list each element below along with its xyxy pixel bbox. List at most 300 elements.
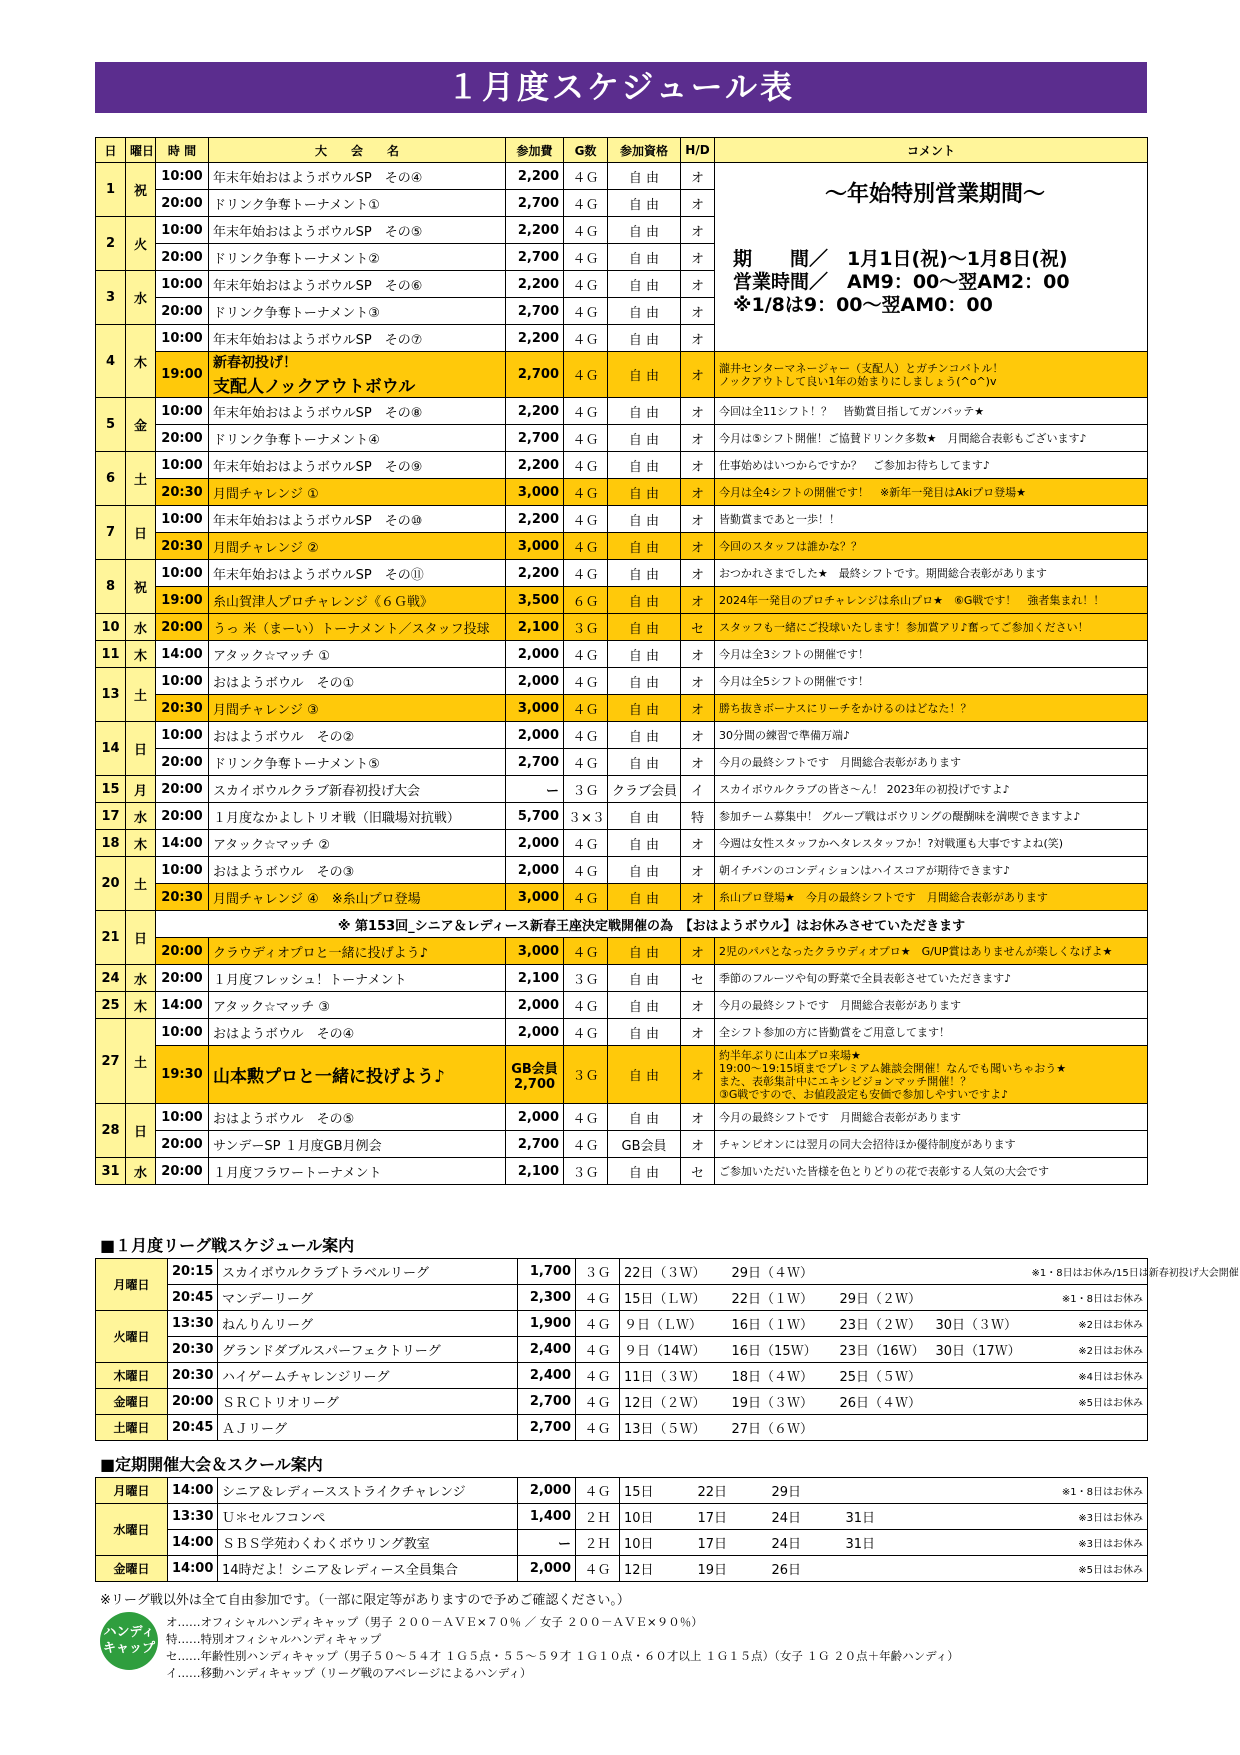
eligibility-cell: 自 由 (608, 938, 681, 965)
event-name: ドリンク争奪トーナメント④ (209, 425, 506, 452)
fee-cell: 3,000 (506, 938, 564, 965)
regular-date: 29日 (768, 1478, 842, 1504)
games-cell: ４Ｇ (564, 506, 608, 533)
comment-cell: 今月の最終シフトです 月間総合表彰があります (715, 1104, 1148, 1131)
league-name: マンデーリーグ (218, 1285, 518, 1311)
schedule-row (96, 911, 1148, 938)
eligibility-cell: 自 由 (608, 614, 681, 641)
event-name: サンデーSP １月度GB月例会 (209, 1131, 506, 1158)
regular-date (842, 1556, 916, 1582)
games-cell: ４Ｇ (564, 244, 608, 271)
comment-cell: 糸山プロ登場★ 今月の最終シフトです 月間総合表彰があります (715, 884, 1148, 911)
regular-date: 24日 (768, 1530, 842, 1556)
event-name: アタック☆マッチ ① (209, 641, 506, 668)
comment-cell: 今月の最終シフトです 月間総合表彰があります (715, 749, 1148, 776)
regular-games: ２Ｈ (576, 1530, 620, 1556)
league-fee: 2,400 (518, 1337, 576, 1363)
league-time: 20:00 (168, 1389, 218, 1415)
eligibility-cell: 自 由 (608, 857, 681, 884)
comment-cell: 今回は全11シフト！？ 皆勤賞目指してガンバッテ★ (715, 398, 1148, 425)
comment-cell: 朝イチバンのコンディションはハイスコアが期待できます♪ (715, 857, 1148, 884)
time-cell: 20:00 (156, 938, 209, 965)
schedule-table (95, 137, 1148, 1185)
day-number: 11 (96, 641, 126, 668)
event-name: うっ 米（まーい）トーナメント／スタッフ投球 (209, 614, 506, 641)
weekday: 土 (126, 1019, 156, 1104)
handicap-cell: オ (681, 244, 715, 271)
fee-cell: 2,200 (506, 163, 564, 190)
event-name: スカイボウルクラブ新春初投げ大会 (209, 776, 506, 803)
fee-cell: 2,200 (506, 325, 564, 352)
games-cell: ３Ｇ (564, 965, 608, 992)
comment-cell: 今月は全5シフトの開催です！ (715, 668, 1148, 695)
schedule-row (96, 1019, 1148, 1046)
event-name: ドリンク争奪トーナメント⑤ (209, 749, 506, 776)
schedule-row (96, 533, 1148, 560)
handicap-cell: オ (681, 884, 715, 911)
schedule-row (96, 1158, 1148, 1185)
fee-cell: 2,000 (506, 1104, 564, 1131)
league-date: 11日（３Ｗ） (620, 1363, 728, 1389)
regular-row (96, 1530, 1148, 1556)
event-name: 糸山賀津人プロチャレンジ《６Ｇ戦》 (209, 587, 506, 614)
event-name: おはようボウル その① (209, 668, 506, 695)
schedule-row (96, 560, 1148, 587)
schedule-row (96, 965, 1148, 992)
league-date: 22日（３Ｗ） (620, 1259, 728, 1285)
fee-cell: 2,100 (506, 1158, 564, 1185)
handicap-cell: オ (681, 271, 715, 298)
fee-cell: 3,000 (506, 884, 564, 911)
schedule-row (96, 425, 1148, 452)
day-number: 3 (96, 271, 126, 325)
time-cell: 20:30 (156, 884, 209, 911)
fee-cell: 2,700 (506, 1131, 564, 1158)
games-cell: ４Ｇ (564, 271, 608, 298)
league-date: 29日（４Ｗ） (728, 1259, 836, 1285)
handicap-cell: オ (681, 668, 715, 695)
event-name: 年末年始おはようボウルSP その⑩ (209, 506, 506, 533)
handicap-cell: オ (681, 298, 715, 325)
games-cell: ４Ｇ (564, 938, 608, 965)
header-event: 大 会 名 (209, 138, 506, 163)
regular-name: シニア＆レディースストライクチャレンジ (218, 1478, 518, 1504)
time-cell: 14:00 (156, 830, 209, 857)
handicap-item: オ‥‥‥オフィシャルハンディキャップ（男子 ２００－ＡＶＥ×７０％ ／ 女子 ２００－ＡＶＥ×９０％） (166, 1615, 703, 1629)
league-date: 23日（16Ｗ） (836, 1337, 932, 1363)
eligibility-cell: 自 由 (608, 803, 681, 830)
games-cell: ４Ｇ (564, 452, 608, 479)
handicap-badge (100, 1612, 158, 1670)
time-cell: 10:00 (156, 722, 209, 749)
league-games: ４Ｇ (576, 1311, 620, 1337)
eligibility-cell: 自 由 (608, 992, 681, 1019)
handicap-cell: オ (681, 479, 715, 506)
handicap-cell: オ (681, 587, 715, 614)
regular-note: ※1・8日はお休み (916, 1478, 1148, 1504)
league-games: ３Ｇ (576, 1259, 620, 1285)
event-name: 年末年始おはようボウルSP その⑧ (209, 398, 506, 425)
notice-cell: ※ 第153回_シニア＆レディース新春王座決定戦開催の為 【おはようボウル】はお休みさせていただきます (156, 911, 1148, 938)
handicap-cell: オ (681, 857, 715, 884)
eligibility-cell: 自 由 (608, 163, 681, 190)
comment-cell: チャンピオンには翌月の同大会招待ほか優待制度があります (715, 1131, 1148, 1158)
league-fee: 2,300 (518, 1285, 576, 1311)
regular-note: ※3日はお休み (916, 1530, 1148, 1556)
handicap-cell: セ (681, 1158, 715, 1185)
regular-row (96, 1478, 1148, 1504)
league-row (96, 1337, 1148, 1363)
league-fee: 1,700 (518, 1259, 576, 1285)
eligibility-cell: 自 由 (608, 190, 681, 217)
day-number: 21 (96, 911, 126, 965)
day-number: 27 (96, 1019, 126, 1104)
event-name: ドリンク争奪トーナメント① (209, 190, 506, 217)
schedule-row (96, 857, 1148, 884)
time-cell: 10:00 (156, 217, 209, 244)
games-cell: ４Ｇ (564, 1019, 608, 1046)
eligibility-cell: 自 由 (608, 830, 681, 857)
handicap-cell: オ (681, 398, 715, 425)
comment-line: ③G戦ですので、お値段設定も安価で参加しやすいですよ♪ (719, 1087, 1009, 1101)
handicap-cell: オ (681, 1019, 715, 1046)
fee-cell: 2,000 (506, 1019, 564, 1046)
weekday: 水 (126, 614, 156, 641)
schedule-row (96, 803, 1148, 830)
regular-weekday: 水曜日 (96, 1504, 168, 1556)
games-cell: ４Ｇ (564, 325, 608, 352)
regular-time: 14:00 (168, 1556, 218, 1582)
eligibility-cell: 自 由 (608, 533, 681, 560)
regular-weekday: 金曜日 (96, 1556, 168, 1582)
eligibility-cell: 自 由 (608, 722, 681, 749)
fee-cell: 2,000 (506, 641, 564, 668)
games-cell: ４Ｇ (564, 722, 608, 749)
eligibility-cell: 自 由 (608, 244, 681, 271)
comment-cell: 2児のパパとなったクラウディオプロ★ G/UP賞はありませんが楽しくなげよ★ (715, 938, 1148, 965)
day-number: 8 (96, 560, 126, 614)
schedule-row (96, 452, 1148, 479)
comment-line: 瀧井センターマネージャー（支配人）とガチンコバトル！ (719, 361, 1004, 375)
league-weekday: 金曜日 (96, 1389, 168, 1415)
weekday: 月 (126, 776, 156, 803)
schedule-row (96, 668, 1148, 695)
fee-cell (506, 1046, 564, 1104)
league-date: ９日（ＬＷ） (620, 1311, 728, 1337)
time-cell: 20:00 (156, 749, 209, 776)
handicap-cell: オ (681, 1104, 715, 1131)
league-fee: 2,700 (518, 1415, 576, 1441)
fee-cell: 2,200 (506, 271, 564, 298)
event-name (209, 352, 506, 398)
time-cell: 19:30 (156, 1046, 209, 1104)
day-number: 25 (96, 992, 126, 1019)
schedule-row (96, 722, 1148, 749)
regular-date: 22日 (694, 1478, 768, 1504)
regular-fee: 2,000 (518, 1478, 576, 1504)
games-cell: ４Ｇ (564, 425, 608, 452)
weekday: 日 (126, 911, 156, 965)
event-name: 年末年始おはようボウルSP その⑥ (209, 271, 506, 298)
comment-cell (715, 352, 1148, 398)
weekday: 金 (126, 398, 156, 452)
regular-date: 24日 (768, 1504, 842, 1530)
handicap-cell: オ (681, 425, 715, 452)
fee-cell: 5,700 (506, 803, 564, 830)
regular-date: 19日 (694, 1556, 768, 1582)
comment-cell: ご参加いただいた皆様を色とりどりの花で表彰する人気の大会です (715, 1158, 1148, 1185)
league-name: ハイゲームチャレンジリーグ (218, 1363, 518, 1389)
games-cell: ４Ｇ (564, 190, 608, 217)
handicap-badge-line1: ハンディ (103, 1625, 155, 1640)
event-name: おはようボウル その② (209, 722, 506, 749)
event-name: １月度なかよしトリオ戦（旧職場対抗戦） (209, 803, 506, 830)
league-name: グランドダブルスパーフェクトリーグ (218, 1337, 518, 1363)
time-cell: 20:00 (156, 776, 209, 803)
league-date: ９日（14Ｗ） (620, 1337, 728, 1363)
schedule-row (96, 506, 1148, 533)
regular-heading: ■定期開催大会＆スクール案内 (100, 1455, 323, 1474)
event-name: クラウディオプロと一緒に投げよう♪ (209, 938, 506, 965)
fee-cell: 2,700 (506, 352, 564, 398)
regular-row (96, 1556, 1148, 1582)
comment-cell: おつかれさまでした★ 最終シフトです。期間総合表彰があります (715, 560, 1148, 587)
header-day: 日 (96, 138, 126, 163)
comment-cell: 勝ち抜きボーナスにリーチをかけるのはどなた！？ (715, 695, 1148, 722)
regular-time: 14:00 (168, 1530, 218, 1556)
schedule-row (96, 830, 1148, 857)
regular-date: 10日 (620, 1504, 694, 1530)
handicap-cell: オ (681, 1046, 715, 1104)
league-date (932, 1363, 1028, 1389)
league-note: ※1・8日はお休み (1028, 1285, 1148, 1311)
games-cell: ４Ｇ (564, 830, 608, 857)
weekday: 木 (126, 325, 156, 398)
schedule-row (96, 479, 1148, 506)
fee-cell: 2,200 (506, 452, 564, 479)
time-cell: 14:00 (156, 641, 209, 668)
eligibility-cell: 自 由 (608, 641, 681, 668)
day-number: 2 (96, 217, 126, 271)
regular-date: 26日 (768, 1556, 842, 1582)
fee-cell: 2,700 (506, 190, 564, 217)
event-name: 年末年始おはようボウルSP その⑦ (209, 325, 506, 352)
schedule-row (96, 884, 1148, 911)
time-cell: 20:00 (156, 803, 209, 830)
schedule-row (96, 1046, 1148, 1104)
eligibility-cell: 自 由 (608, 271, 681, 298)
fee-cell: 2,700 (506, 425, 564, 452)
schedule-row (96, 776, 1148, 803)
fee-line2: 2,700 (513, 1076, 556, 1092)
games-cell: ４Ｇ (564, 749, 608, 776)
weekday: 土 (126, 452, 156, 506)
handicap-cell: オ (681, 830, 715, 857)
schedule-row (96, 1104, 1148, 1131)
time-cell: 10:00 (156, 1019, 209, 1046)
fee-cell: 2,000 (506, 830, 564, 857)
regular-name: ＳＢＳ学苑わくわくボウリング教室 (218, 1530, 518, 1556)
day-number: 18 (96, 830, 126, 857)
time-cell: 10:00 (156, 398, 209, 425)
schedule-row (96, 163, 1148, 190)
league-date: 27日（６Ｗ） (728, 1415, 836, 1441)
schedule-row (96, 352, 1148, 398)
league-note: ※2日はお休み (1028, 1337, 1148, 1363)
fee-cell: 3,000 (506, 479, 564, 506)
header-fee: 参加費 (506, 138, 564, 163)
league-games: ４Ｇ (576, 1285, 620, 1311)
event-name: 年末年始おはようボウルSP その⑪ (209, 560, 506, 587)
handicap-cell: オ (681, 163, 715, 190)
day-number: 31 (96, 1158, 126, 1185)
footnote: ※リーグ戦以外は全て自由参加です。（一部に限定等がありますので予めご確認ください。） (100, 1593, 630, 1608)
weekday: 日 (126, 1104, 156, 1158)
eligibility-cell: 自 由 (608, 587, 681, 614)
schedule-row (96, 1131, 1148, 1158)
games-cell: ４Ｇ (564, 1131, 608, 1158)
handicap-badge-line2: キャップ (102, 1641, 155, 1656)
comment-cell: 2024年一発目のプロチャレンジは糸山プロ★ ⑥G戦です！ 強者集まれ！！ (715, 587, 1148, 614)
league-note: ※2日はお休み (1028, 1311, 1148, 1337)
event-name: おはようボウル その④ (209, 1019, 506, 1046)
time-cell: 20:00 (156, 190, 209, 217)
comment-line: 19:00～19:15頃までプレミアム雑談会開催！なんでも聞いちゃおう★ (719, 1061, 1067, 1075)
day-number: 5 (96, 398, 126, 452)
comment-cell: 皆勤賞まであと一歩！！ (715, 506, 1148, 533)
schedule-row (96, 587, 1148, 614)
eligibility-cell: クラブ会員 (608, 776, 681, 803)
weekday: 木 (126, 641, 156, 668)
games-cell: ４Ｇ (564, 298, 608, 325)
league-fee: 2,400 (518, 1363, 576, 1389)
weekday: 水 (126, 271, 156, 325)
regular-fee: 1,400 (518, 1504, 576, 1530)
league-table (95, 1258, 1239, 1441)
games-cell: ４Ｇ (564, 398, 608, 425)
games-cell: ４Ｇ (564, 163, 608, 190)
league-date: 12日（２Ｗ） (620, 1389, 728, 1415)
header-eligibility: 参加資格 (608, 138, 681, 163)
fee-cell: 2,200 (506, 398, 564, 425)
games-cell: ３Ｇ (564, 1046, 608, 1104)
games-cell: ４Ｇ (564, 668, 608, 695)
handicap-cell: セ (681, 614, 715, 641)
regular-row (96, 1504, 1148, 1530)
weekday: 木 (126, 992, 156, 1019)
comment-cell: 参加チーム募集中！ グループ戦はボウリングの醍醐味を満喫できますよ♪ (715, 803, 1148, 830)
league-date (932, 1389, 1028, 1415)
day-number: 13 (96, 668, 126, 722)
weekday: 祝 (126, 560, 156, 614)
time-cell: 10:00 (156, 271, 209, 298)
comment-cell: スカイボウルクラブの皆さ～ん！ 2023年の初投げですよ♪ (715, 776, 1148, 803)
games-cell: ４Ｇ (564, 695, 608, 722)
regular-date: 15日 (620, 1478, 694, 1504)
eligibility-cell: 自 由 (608, 452, 681, 479)
games-cell: ３Ｇ (564, 1158, 608, 1185)
day-number: 7 (96, 506, 126, 560)
handicap-cell: オ (681, 560, 715, 587)
games-cell: ４Ｇ (564, 479, 608, 506)
header-games: G数 (564, 138, 608, 163)
fee-cell: 2,700 (506, 298, 564, 325)
handicap-cell: オ (681, 533, 715, 560)
regular-games: ２Ｈ (576, 1504, 620, 1530)
handicap-cell: オ (681, 695, 715, 722)
games-cell: ３Ｇ (564, 614, 608, 641)
regular-time: 13:30 (168, 1504, 218, 1530)
league-weekday: 火曜日 (96, 1311, 168, 1363)
event-name: アタック☆マッチ ③ (209, 992, 506, 1019)
league-time: 20:30 (168, 1337, 218, 1363)
league-row (96, 1311, 1148, 1337)
event-name: 月間チャレンジ ① (209, 479, 506, 506)
regular-fee: ー (518, 1530, 576, 1556)
fee-cell: ー (506, 776, 564, 803)
day-number: 17 (96, 803, 126, 830)
eligibility-cell: 自 由 (608, 1019, 681, 1046)
event-name: 年末年始おはようボウルSP その⑨ (209, 452, 506, 479)
games-cell: ４Ｇ (564, 884, 608, 911)
regular-note: ※3日はお休み (916, 1504, 1148, 1530)
fee-cell: 3,500 (506, 587, 564, 614)
event-name-line2: 支配人ノックアウトボウル (213, 377, 416, 397)
regular-date: 17日 (694, 1504, 768, 1530)
comment-line: ノックアウトして良い1年の始まりにしましょう(^o^)v (719, 374, 997, 388)
handicap-item: セ‥‥‥年齢性別ハンディキャップ（男子５０～５４才 １Ｇ５点・５５～５９才 １Ｇ１０点・６０才以上 １Ｇ１５点）（女子 １Ｇ ２０点＋年齢ハンディ） (166, 1649, 959, 1663)
event-name: １月度フラワートーナメント (209, 1158, 506, 1185)
league-time: 20:45 (168, 1285, 218, 1311)
eligibility-cell: GB会員 (608, 1131, 681, 1158)
comment-line: また、表彰集計中にエキシビジョンマッチ開催！？ (719, 1074, 972, 1088)
handicap-cell: オ (681, 1131, 715, 1158)
eligibility-cell: 自 由 (608, 749, 681, 776)
handicap-cell: オ (681, 352, 715, 398)
time-cell: 19:00 (156, 587, 209, 614)
handicap-item: イ‥‥‥移動ハンディキャップ（リーグ戦のアベレージによるハンディ） (166, 1666, 532, 1680)
weekday: 日 (126, 506, 156, 560)
games-cell: ４Ｇ (564, 1104, 608, 1131)
league-games: ４Ｇ (576, 1363, 620, 1389)
time-cell: 10:00 (156, 163, 209, 190)
games-cell: ４Ｇ (564, 217, 608, 244)
eligibility-cell: 自 由 (608, 398, 681, 425)
handicap-cell: オ (681, 190, 715, 217)
league-time: 20:30 (168, 1363, 218, 1389)
handicap-cell: オ (681, 452, 715, 479)
fee-cell: 2,700 (506, 749, 564, 776)
day-number: 4 (96, 325, 126, 398)
weekday: 水 (126, 965, 156, 992)
weekday: 水 (126, 1158, 156, 1185)
weekday: 火 (126, 217, 156, 271)
league-weekday: 木曜日 (96, 1363, 168, 1389)
special-hours: 営業時間／ AM9：00～翌AM2：00 (733, 271, 1070, 293)
comment-cell: 今月は全3シフトの開催です！ (715, 641, 1148, 668)
eligibility-cell: 自 由 (608, 425, 681, 452)
special-note: ※1/8は9：00～翌AM0：00 (733, 294, 993, 316)
fee-line1: GB会員 (511, 1061, 558, 1077)
header-comment: コメント (715, 138, 1148, 163)
league-time: 20:15 (168, 1259, 218, 1285)
regular-date: 31日 (842, 1530, 916, 1556)
weekday: 木 (126, 830, 156, 857)
league-date: 15日（ＬＷ） (620, 1285, 728, 1311)
eligibility-cell: 自 由 (608, 352, 681, 398)
day-number: 10 (96, 614, 126, 641)
regular-time: 14:00 (168, 1478, 218, 1504)
